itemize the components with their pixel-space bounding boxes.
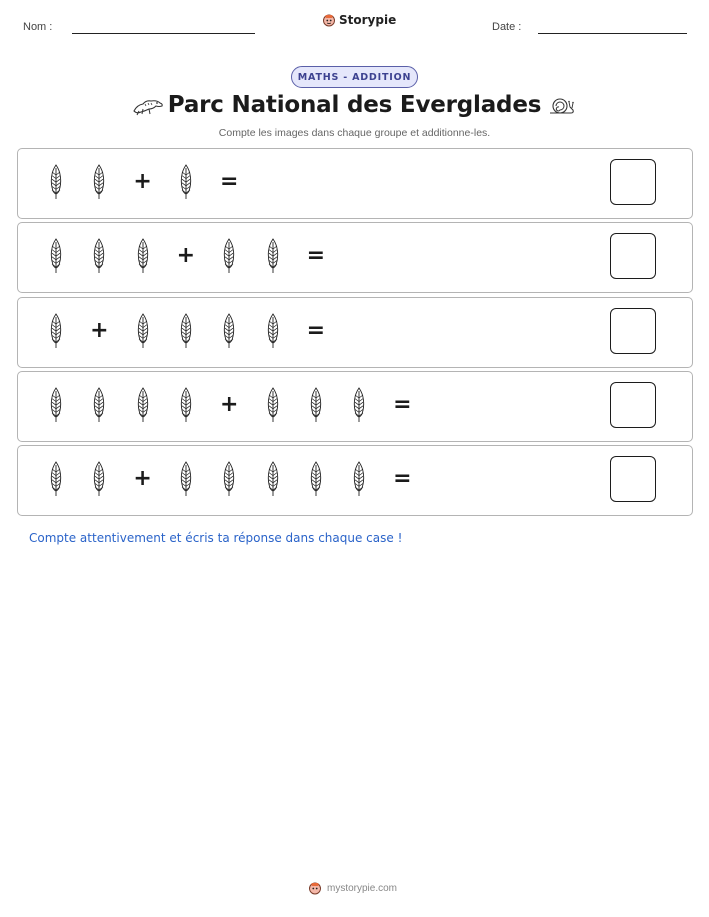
leaf-icon: [265, 238, 281, 274]
leaf-icon: [135, 238, 151, 274]
leaf-icon: [308, 461, 324, 497]
leaf-item: [40, 312, 72, 350]
leaf-item: [170, 163, 202, 201]
operator-cell: [213, 163, 245, 201]
storypie-logo-icon: [322, 13, 336, 27]
leaf-item: [300, 460, 332, 498]
leaf-item: [213, 312, 245, 350]
leaf-icon: [221, 238, 237, 274]
leaf-item: [83, 163, 115, 201]
problem-row: [17, 297, 693, 368]
name-label: Nom :: [23, 21, 53, 33]
leaf-item: [127, 386, 159, 424]
answer-box[interactable]: [610, 308, 656, 354]
date-label: Date :: [492, 21, 522, 33]
footer: [308, 881, 397, 895]
operator-cell: [127, 163, 159, 201]
leaf-item: [170, 386, 202, 424]
plus-sign: +: [176, 243, 196, 269]
leaf-item: [257, 237, 289, 275]
brand: [322, 13, 396, 27]
footer-url: mystorypie.com: [327, 882, 398, 894]
leaf-icon: [178, 461, 194, 497]
leaf-icon: [308, 387, 324, 423]
leaf-icon: [135, 313, 151, 349]
leaf-icon: [48, 461, 64, 497]
title-row: [0, 92, 709, 122]
operator-cell: [213, 386, 245, 424]
operator-cell: [300, 312, 332, 350]
leaf-icon: [351, 461, 367, 497]
equals-sign: =: [306, 317, 326, 343]
leaf-item: [127, 312, 159, 350]
equals-sign: =: [219, 169, 239, 194]
leaf-item: [343, 386, 375, 424]
leaf-item: [257, 312, 289, 350]
leaf-item: [40, 237, 72, 275]
leaf-item: [40, 386, 72, 424]
snail-icon: [546, 94, 576, 118]
subject-badge: MATHS - ADDITION: [291, 66, 418, 88]
equals-sign: =: [393, 466, 412, 492]
leaf-item: [213, 237, 245, 275]
leaf-icon: [91, 164, 107, 200]
answer-box[interactable]: [610, 233, 656, 279]
leaf-icon: [91, 238, 107, 274]
leaf-item: [170, 312, 202, 350]
leaf-item: [170, 460, 202, 498]
equals-sign: =: [306, 243, 326, 269]
leaf-icon: [351, 387, 367, 423]
leaf-icon: [48, 164, 64, 200]
leaf-icon: [178, 313, 194, 349]
leaf-item: [83, 386, 115, 424]
leaf-icon: [135, 387, 151, 423]
answer-box[interactable]: [610, 382, 656, 428]
leaf-item: [83, 237, 115, 275]
problem-row: [17, 222, 693, 293]
leaf-icon: [48, 387, 64, 423]
storypie-logo-icon: [308, 881, 322, 895]
leaf-icon: [221, 461, 237, 497]
leaf-item: [40, 460, 72, 498]
plus-sign: +: [133, 169, 152, 194]
leaf-icon: [48, 313, 64, 349]
answer-box[interactable]: [610, 159, 656, 205]
page-title: Parc National des Everglades: [167, 92, 542, 118]
leaf-icon: [91, 387, 107, 423]
operator-cell: [127, 460, 159, 498]
leaf-icon: [91, 461, 107, 497]
leaf-item: [257, 460, 289, 498]
equals-sign: =: [393, 391, 412, 417]
brand-name: Storypie: [339, 13, 397, 27]
problem-row: [17, 148, 693, 219]
problem-row: [17, 445, 693, 516]
plus-sign: +: [219, 391, 239, 417]
operator-cell: [386, 386, 418, 424]
leaf-icon: [221, 313, 237, 349]
leaf-icon: [178, 164, 194, 200]
plus-sign: +: [133, 466, 152, 492]
operator-cell: [386, 460, 418, 498]
leaf-item: [300, 386, 332, 424]
leaf-item: [343, 460, 375, 498]
leaf-icon: [48, 238, 64, 274]
leaf-icon: [265, 461, 281, 497]
instructions: Compte les images dans chaque groupe et additionne-les.: [218, 127, 491, 139]
operator-cell: [300, 237, 332, 275]
leaf-icon: [265, 313, 281, 349]
leaf-icon: [265, 387, 281, 423]
name-line[interactable]: [72, 33, 255, 34]
date-line[interactable]: [538, 33, 687, 34]
leaf-item: [257, 386, 289, 424]
leaf-item: [83, 460, 115, 498]
operator-cell: [170, 237, 202, 275]
leaf-item: [40, 163, 72, 201]
plus-sign: +: [90, 317, 109, 343]
leaf-icon: [178, 387, 194, 423]
problem-row: [17, 371, 693, 442]
reminder-note: Compte attentivement et écris ta réponse dans chaque case !: [29, 531, 403, 545]
leaf-item: [213, 460, 245, 498]
leaf-item: [127, 237, 159, 275]
operator-cell: [83, 312, 115, 350]
answer-box[interactable]: [610, 456, 656, 502]
